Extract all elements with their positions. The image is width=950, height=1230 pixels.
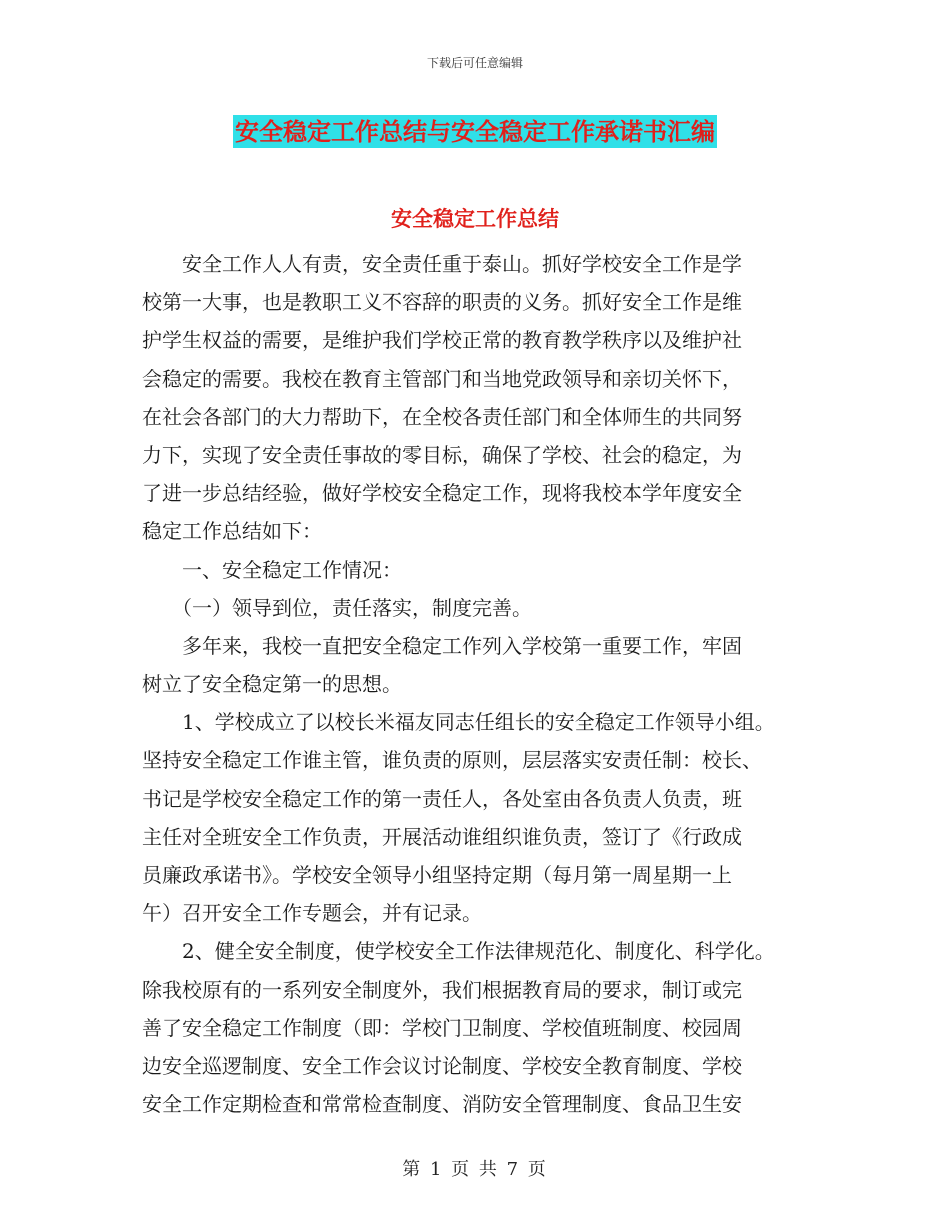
paragraph-line: 1、学校成立了以校长米福友同志任组长的安全稳定工作领导小组。 — [142, 710, 775, 735]
paragraph-line: 校第一大事，也是教职工义不容辞的职责的义务。抓好安全工作是维 — [142, 290, 742, 315]
header-note: 下载后可任意编辑 — [426, 56, 523, 70]
paragraph-line: （一）领导到位，责任落实，制度完善。 — [142, 595, 532, 620]
paragraph-line: 2、健全安全制度，使学校安全工作法律规范化、制度化、科学化。 — [142, 939, 775, 964]
paragraph-line: 主任对全班安全工作负责，开展活动谁组织谁负责，签订了《行政成 — [142, 824, 742, 849]
paragraph-line: 了进一步总结经验，做好学校安全稳定工作，现将我校本学年度安全 — [142, 481, 742, 506]
paragraph-line: 力下，实现了安全责任事故的零目标，确保了学校、社会的稳定，为 — [142, 442, 742, 467]
page-footer: 第 1 页 共 7 页 — [402, 1159, 548, 1180]
paragraph-line: 护学生权益的需要，是维护我们学校正常的教育教学秩序以及维护社 — [142, 328, 742, 353]
paragraph-line: 员廉政承诺书》。学校安全领导小组坚持定期（每月第一周星期一上 — [142, 863, 732, 887]
paragraph-line: 善了安全稳定工作制度（即：学校门卫制度、学校值班制度、校园周 — [142, 1015, 742, 1040]
paragraph-line: 坚持安全稳定工作谁主管，谁负责的原则，层层落实安责任制：校长、 — [142, 748, 762, 773]
paragraph-line: 多年来，我校一直把安全稳定工作列入学校第一重要工作，牢固 — [142, 633, 742, 658]
paragraph-line: 会稳定的需要。我校在教育主管部门和当地党政领导和亲切关怀下， — [142, 366, 742, 391]
section-title: 安全稳定工作总结 — [391, 206, 559, 231]
paragraph-line: 边安全巡逻制度、安全工作会议讨论制度、学校安全教育制度、学校 — [142, 1053, 742, 1078]
document-title-text: 安全稳定工作总结与安全稳定工作承诺书汇编 — [235, 117, 715, 146]
paragraph-line: 午）召开安全工作专题会，并有记录。 — [142, 901, 482, 926]
body-text — [142, 245, 802, 1123]
paragraph-line: 树立了安全稳定第一的思想。 — [142, 672, 402, 697]
paragraph-line: 稳定工作总结如下： — [142, 519, 322, 544]
paragraph-line: 一、安全稳定工作情况： — [142, 557, 402, 582]
document-title — [0, 112, 950, 147]
paragraph-line: 在社会各部门的大力帮助下，在全校各责任部门和全体师生的共同努 — [142, 404, 742, 429]
paragraph-line: 安全工作定期检查和常常检查制度、消防安全管理制度、食品卫生安 — [142, 1092, 742, 1117]
paragraph-line: 安全工作人人有责，安全责任重于泰山。抓好学校安全工作是学 — [142, 252, 742, 276]
paragraph-line: 除我校原有的一系列安全制度外，我们根据教育局的要求，制订或完 — [142, 977, 742, 1002]
paragraph-line: 书记是学校安全稳定工作的第一责任人，各处室由各负责人负责，班 — [142, 786, 742, 811]
